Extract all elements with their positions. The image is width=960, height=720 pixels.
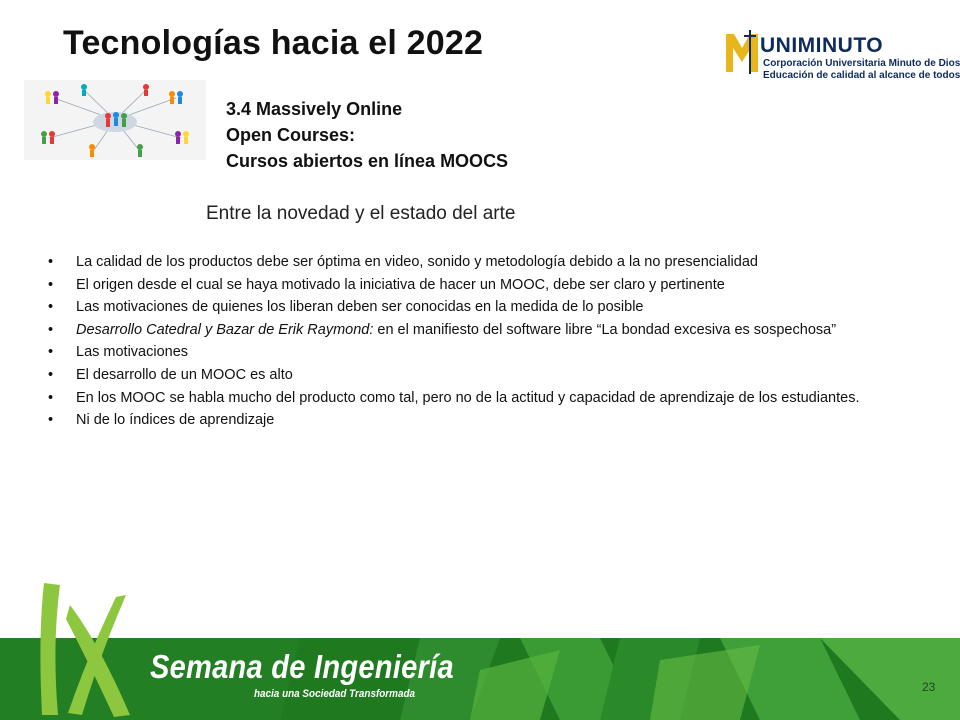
slide-title: Tecnologías hacia el 2022 (63, 24, 484, 62)
roman-numeral-ix-logo (30, 575, 140, 720)
bullet-item: • La calidad de los productos debe ser óptima en video, sonido y metodología debido a la no presencialidad (48, 253, 918, 273)
page-number: 23 (922, 680, 936, 694)
bullet-list (48, 253, 918, 434)
section-heading-line-3: Cursos abiertos en línea MOOCS (226, 151, 509, 171)
logo-name: UNIMINUTO (760, 34, 884, 57)
network-people-image (24, 80, 206, 160)
section-heading (226, 96, 508, 174)
event-tagline: hacia una Sociedad Transformada (254, 688, 416, 700)
bullet-item: • El desarrollo de un MOOC es alto (48, 366, 918, 386)
bullet-item: • Las motivaciones de quienes los liberan deben ser conocidas en la medida de lo posible (48, 298, 918, 318)
bullet-item: • En los MOOC se habla mucho del producto como tal, pero no de la actitud y capacidad de aprendizaje de los estudiantes. (48, 389, 918, 409)
bullet-item: • El origen desde el cual se haya motivado la iniciativa de hacer un MOOC, debe ser claro y pertinente (48, 276, 918, 296)
bullet-item: • Las motivaciones (48, 343, 918, 363)
section-heading-line-2: Open Courses: (226, 125, 356, 145)
event-name: Semana de Ingeniería (150, 648, 454, 685)
footer-banner (0, 570, 960, 720)
bullet-italic-text: Desarrollo Catedral y Bazar de Erik Raymond: (76, 321, 374, 338)
uniminuto-logo (720, 22, 960, 82)
logo-tagline-1: Corporación Universitaria Minuto de Dios (763, 58, 960, 69)
bullet-item: • Ni de lo índices de aprendizaje (48, 411, 918, 431)
bullet-text: en el manifiesto del software libre “La bondad excesiva es sospechosa” (373, 321, 837, 338)
logo-tagline-2: Educación de calidad al alcance de todos (763, 70, 960, 81)
logo-mark-icon (720, 28, 764, 76)
section-heading-line-1: 3.4 Massively Online (226, 99, 403, 119)
bullet-item (48, 321, 918, 341)
section-subheading: Entre la novedad y el estado del arte (206, 203, 516, 224)
